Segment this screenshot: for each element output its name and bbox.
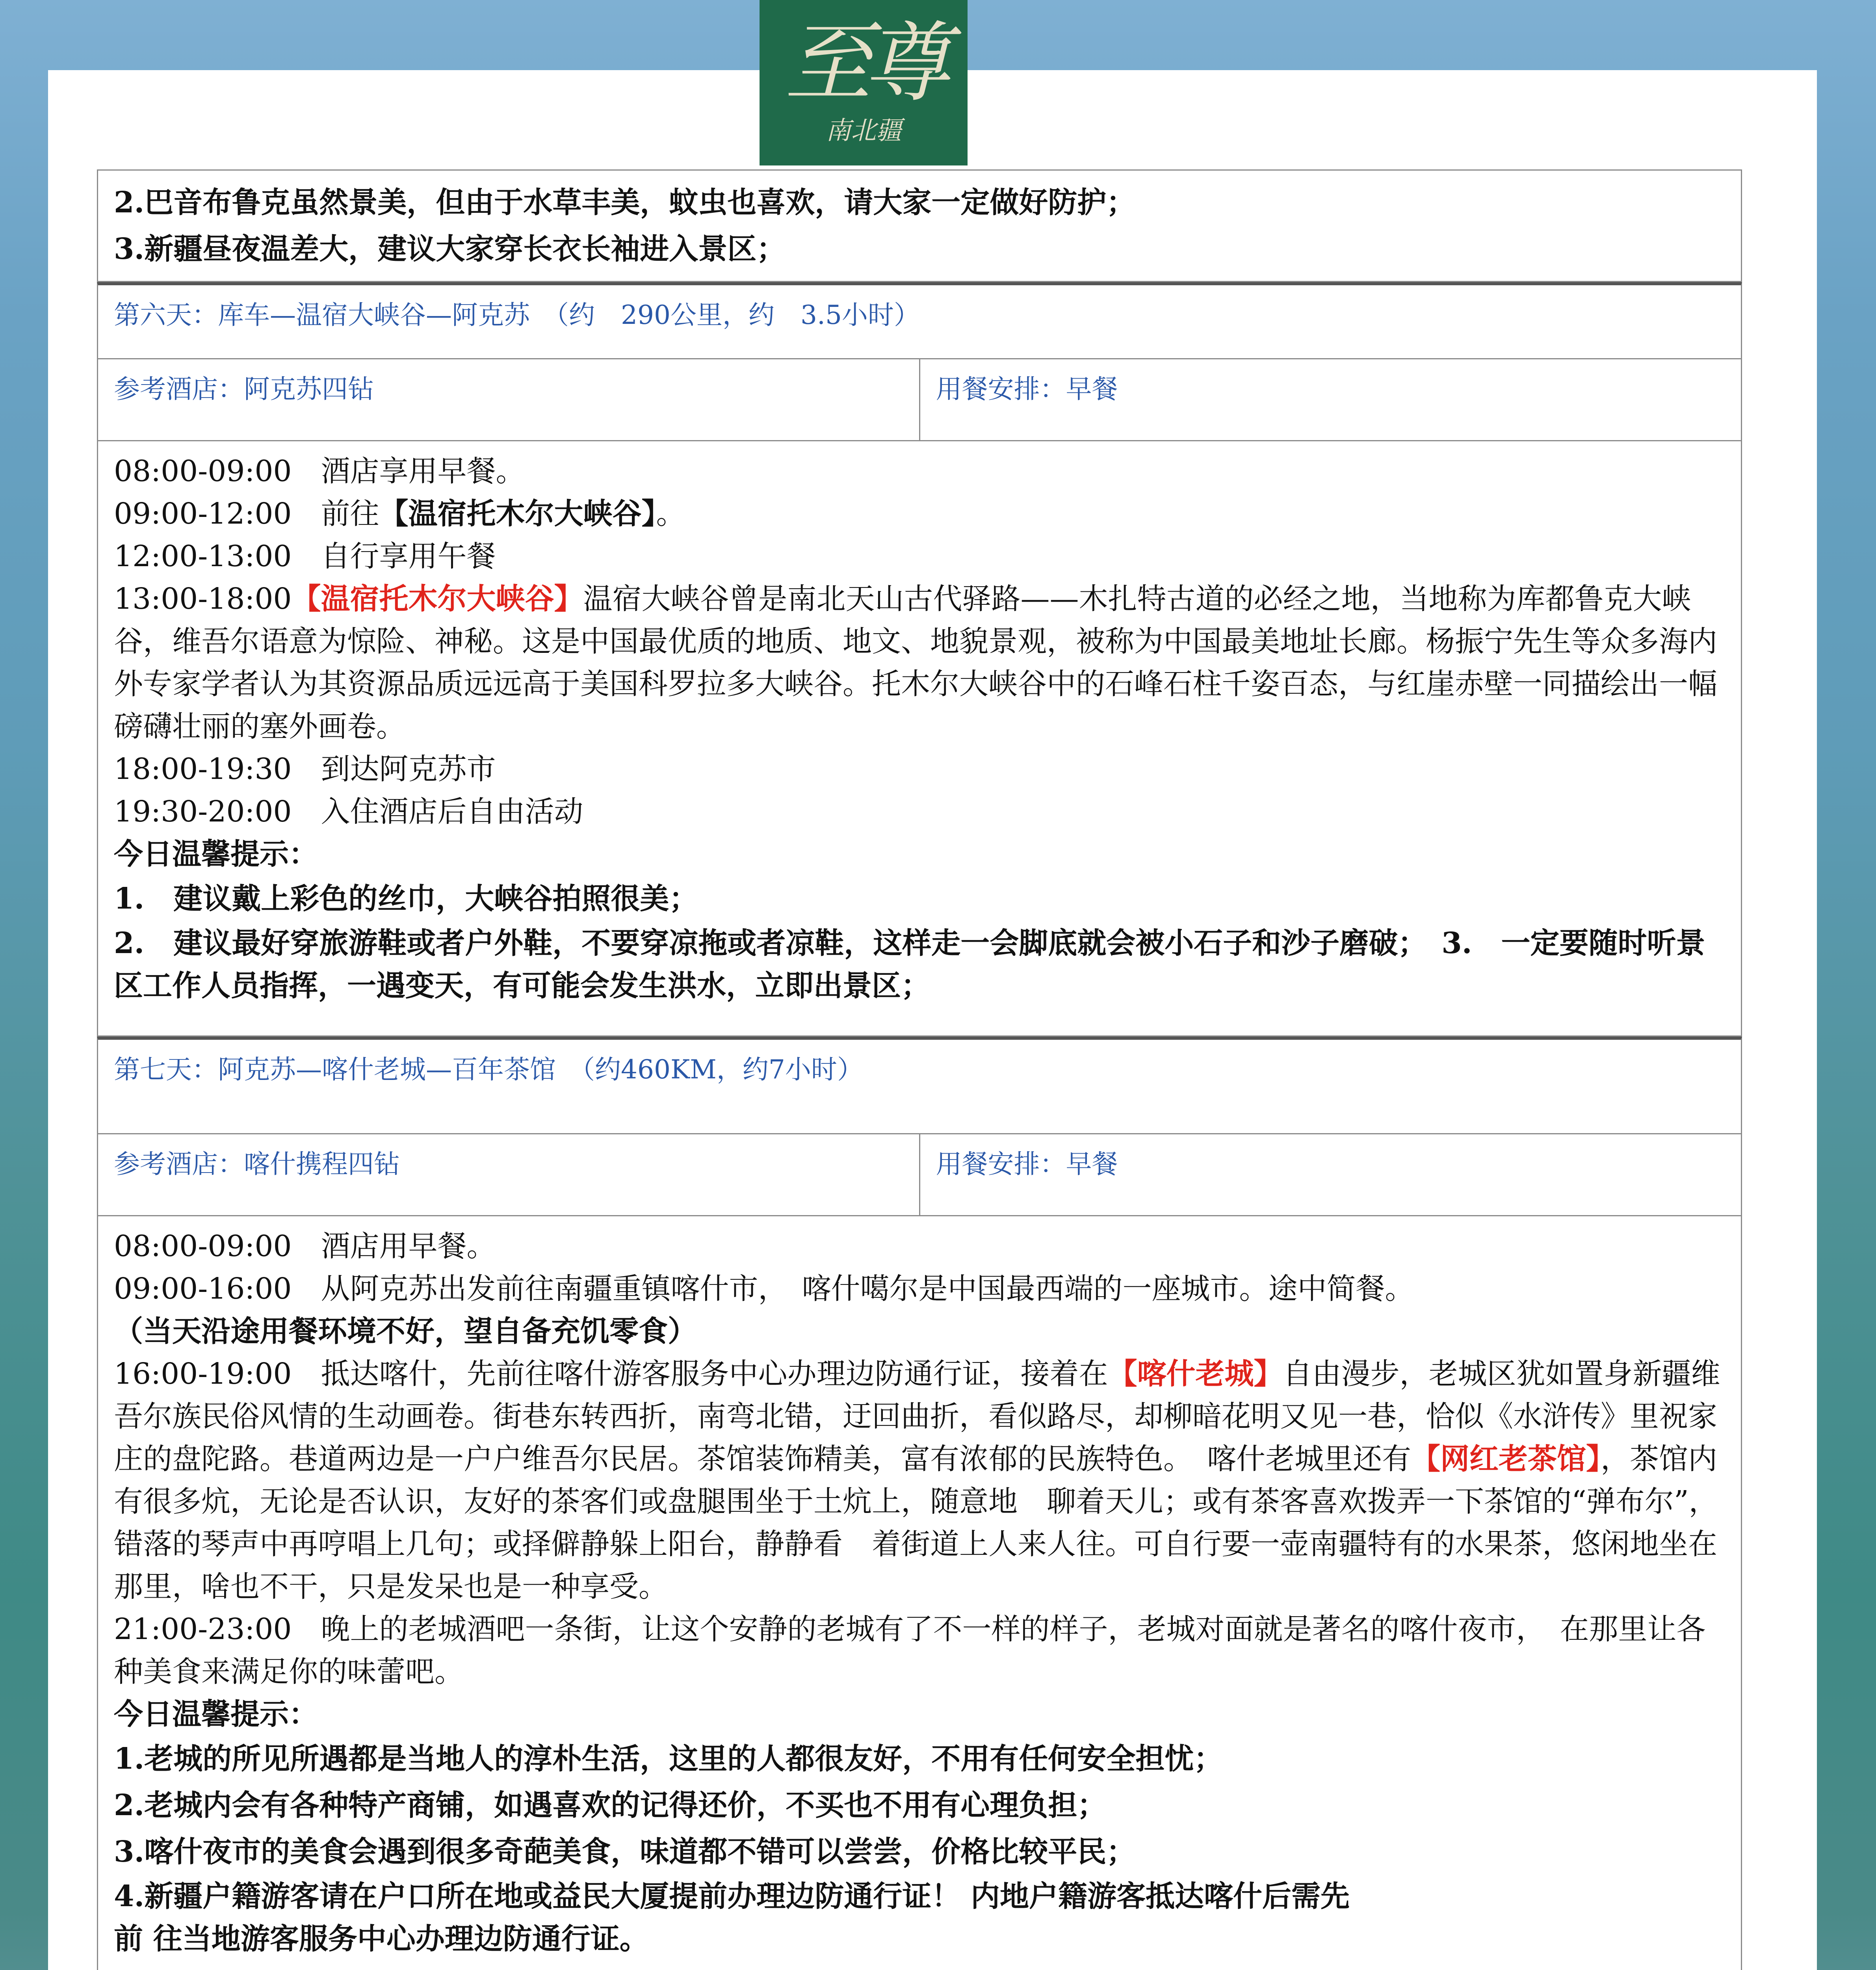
day7-meals: 用餐安排：早餐 [936,1149,1118,1179]
tip-line: 3.喀什夜市的美食会遇到很多奇葩美食，味道都不错可以尝尝，价格比较平民； [114,1835,1136,1869]
brand-logo [760,0,968,165]
highlight: 【温宿托木尔大峡谷】 [379,497,656,531]
day7-title: 第七天：阿克苏—喀什老城—百年茶馆 （约460KM，约7小时） [114,1054,863,1085]
day6-schedule [97,441,1742,1037]
day6-hotel: 参考酒店：阿克苏四钻 [98,359,920,440]
schedule-item: 09:00-16:00 从阿克苏出发前往南疆重镇喀什市， 喀什噶尔是中国最西端的一座城市。途中简餐。 [114,1272,1414,1306]
day6-meals: 用餐安排：早餐 [936,374,1118,404]
schedule-item: 19:30-20:00 入住酒店后自由活动 [114,795,583,829]
schedule-item: 08:00-09:00 酒店享用早餐。 [114,454,525,488]
tip-line: 2.老城内会有各种特产商铺，如遇喜欢的记得还价，不买也不用有心理负担； [114,1788,1107,1822]
tip-line: 2.巴音布鲁克虽然景美，但由于水草丰美，蚊虫也喜欢，请大家一定做好防护； [114,186,1136,219]
day7-info-row [97,1134,1742,1216]
schedule-item: 18:00-19:30 到达阿克苏市 [114,752,496,786]
schedule-item: 16:00-19:00 抵达喀什，先前往喀什游客服务中心办理边防通行证，接着在【喀什老城】自由漫步，老城区犹如置身新疆维吾尔族民俗风情的生动画卷。街巷东转西折，南弯北错，迂回曲折，看似路尽，却柳暗花明又见一巷，恰似《水浒传》里祝家庄的盘陀路。巷道两边是一户户维吾尔民居。茶馆装饰精美，富有浓郁的民族特色。 喀什老城里还有【网红老茶馆】，茶馆内有很多炕，无论是否认识，友好的茶客们或盘腿围坐于土炕上，随意地 聊着天儿；或有茶客喜欢拨弄一下茶馆的“弹布尔”，错落的琴声中再哼唱上几句；或择僻静躲上阳台，静静看 着街道上人来人往。可自行要一壶南疆特有的水果茶，悠闲地坐在那里，啥也不干，只是发呆也是一种享受。 [114,1357,1720,1604]
day7-title-row [97,1037,1742,1134]
highlight-red: 【温宿托木尔大峡谷】 [292,582,583,616]
schedule-item: 13:00-18:00【温宿托木尔大峡谷】温宿大峡谷曾是南北天山古代驿路——木扎特古道的必经之地，当地称为库都鲁克大峡谷，维吾尔语意为惊险、神秘。这是中国最优质的地质、地文、地貌景观，被称为中国最美地址长廊。杨振宁先生等众多海内外专家学者认为其资源品质远远高于美国科罗拉多大峡谷。托木尔大峡谷中的石峰石柱千姿百态，与红崖赤壁一同描绘出一幅磅礴壮丽的塞外画卷。 [114,582,1717,743]
day7-schedule [97,1216,1742,1970]
day5-tips-tail [97,169,1742,282]
highlight-red: 【喀什老城】 [1108,1357,1283,1391]
highlight-red: 【网红老茶馆】 [1411,1442,1601,1476]
day7-hotel: 参考酒店：喀什携程四钻 [98,1134,920,1215]
tip-line: 2. 建议最好穿旅游鞋或者户外鞋，不要穿凉拖或者凉鞋，这样走一会脚底就会被小石子和沙子磨破； 3. 一定要随时听景区工作人员指挥，一遇变天，有可能会发生洪水，立即出景区； [114,926,1705,1003]
tips-title: 今日温馨提示： [114,1697,318,1731]
schedule-item: 09:00-12:00 前往【温宿托木尔大峡谷】。 [114,497,685,531]
tip-line: 1.老城的所见所遇都是当地人的淳朴生活，这里的人都很友好，不用有任何安全担忧； [114,1742,1223,1776]
tip-line: 3.新疆昼夜温差大，建议大家穿长衣长袖进入景区； [114,232,786,266]
tip-line: 4.新疆户籍游客请在户口所在地或益民大厦提前办理边防通行证！ 内地户籍游客抵达喀什后需先 [114,1879,1350,1913]
tips-title: 今日温馨提示： [114,837,318,871]
day6-title-row [97,282,1742,359]
day6-info-row [97,359,1742,441]
schedule-item: 21:00-23:00 晚上的老城酒吧一条街，让这个安静的老城有了不一样的样子，老城对面就是著名的喀什夜市， 在那里让各种美食来满足你的味蕾吧。 [114,1612,1706,1689]
schedule-item: 12:00-13:00 自行享用午餐 [114,539,496,573]
schedule-note: （当天沿途用餐环境不好，望自备充饥零食） [114,1314,697,1348]
tip-line: 前 往当地游客服务中心办理边防通行证。 [114,1922,649,1956]
tip-line: 1. 建议戴上彩色的丝巾，大峡谷拍照很美； [114,882,698,916]
itinerary-document [97,169,1742,1970]
schedule-item: 08:00-09:00 酒店用早餐。 [114,1229,496,1263]
logo-subtitle: 南北疆 [826,116,901,145]
logo-title: 至尊 [784,13,942,113]
day6-title: 第六天：库车—温宿大峡谷—阿克苏 （约 290公里，约 3.5小时） [114,300,920,330]
